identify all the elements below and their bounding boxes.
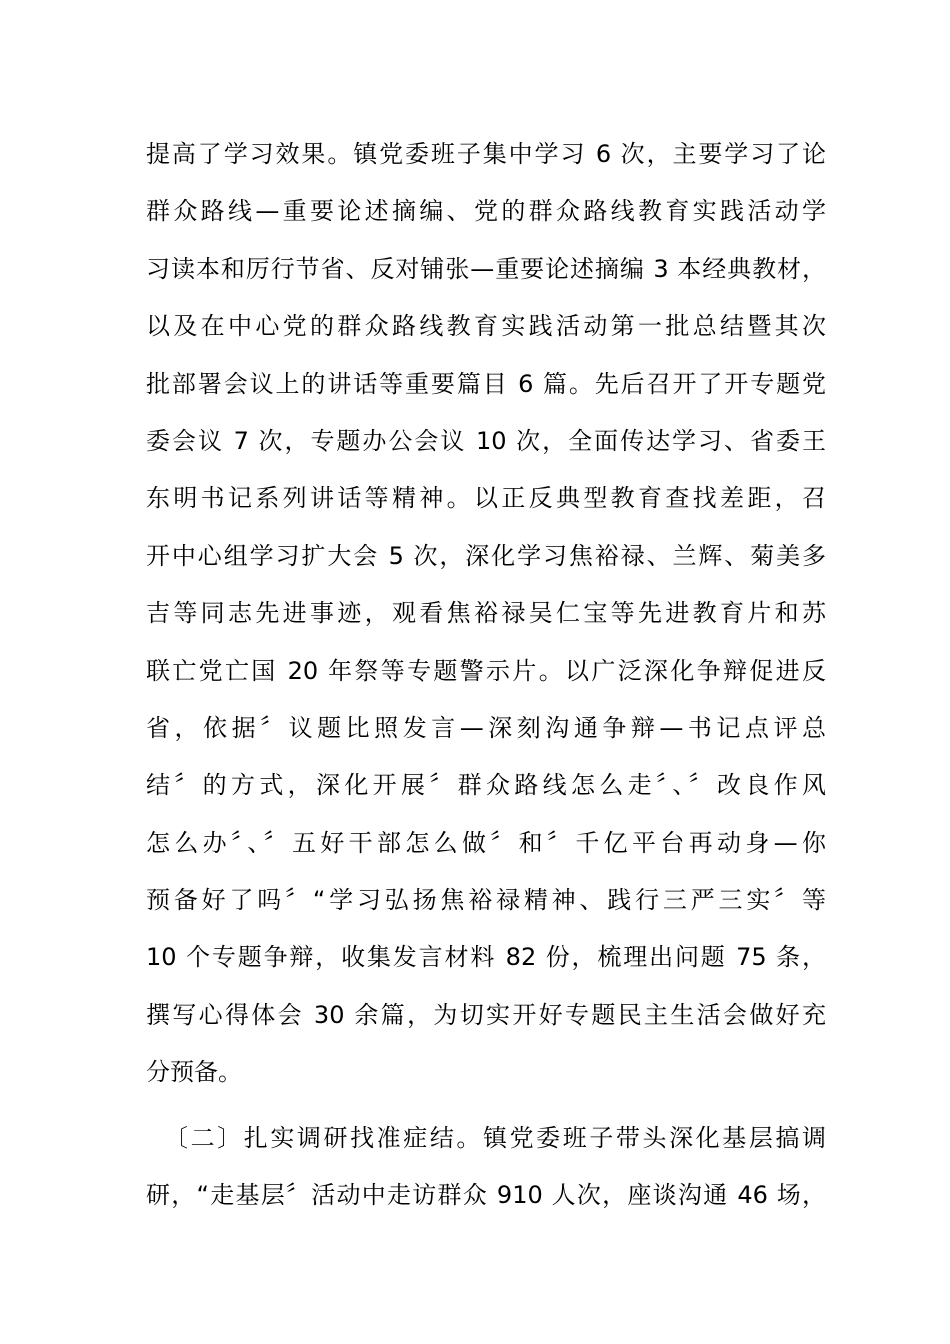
text-line: 预备好了吗〞“学习弘扬焦裕禄精神、践行三严三实〞等 xyxy=(146,886,826,915)
text-line: 联亡党亡国 20 年祭等专题警示片。以广泛深化争辩促进反 xyxy=(146,656,826,685)
text-line: 研，“走基层〞活动中走访群众 910 人次，座谈沟通 46 场， xyxy=(146,1181,826,1210)
text-line: 〔二〕扎实调研找准症结。镇党委班子带头深化基层搞调 xyxy=(164,1123,826,1152)
text-line: 省，依据〞议题比照发言—深刻沟通争辩—书记点评总 xyxy=(146,713,826,742)
paragraph-gap xyxy=(146,1102,826,1110)
document-body xyxy=(146,126,826,1224)
text-line: 分预备。 xyxy=(146,1058,242,1087)
text-line: 习读本和厉行节省、反对铺张—重要论述摘编 3 本经典教材， xyxy=(146,254,826,283)
paragraph-2 xyxy=(146,1110,826,1225)
text-line: 东明书记系列讲话等精神。以正反典型教育查找差距，召 xyxy=(146,484,826,513)
text-line: 怎么办〞、〞五好干部怎么做〞和〞千亿平台再动身—你 xyxy=(146,828,826,857)
paragraph-1 xyxy=(146,126,826,1102)
text-line: 委会议 7 次，专题办公会议 10 次，全面传达学习、省委王 xyxy=(146,426,826,455)
text-line: 10 个专题争辩，收集发言材料 82 份，梳理出问题 75 条， xyxy=(146,943,826,972)
text-line: 以及在中心党的群众路线教育实践活动第一批总结暨其次 xyxy=(146,312,826,341)
text-line: 吉等同志先进事迹，观看焦裕禄吴仁宝等先进教育片和苏 xyxy=(146,599,826,628)
text-line: 批部署会议上的讲话等重要篇目 6 篇。先后召开了开专题党 xyxy=(146,369,826,398)
text-line: 结〞的方式，深化开展〞群众路线怎么走〞、〞改良作风 xyxy=(146,771,826,800)
text-line: 撰写心得体会 30 余篇，为切实开好专题民主生活会做好充 xyxy=(146,1000,826,1029)
text-line: 开中心组学习扩大会 5 次，深化学习焦裕禄、兰辉、菊美多 xyxy=(146,541,826,570)
text-line: 提高了学习效果。镇党委班子集中学习 6 次，主要学习了论 xyxy=(146,140,826,168)
text-line: 群众路线—重要论述摘编、党的群众路线教育实践活动学 xyxy=(146,197,826,226)
